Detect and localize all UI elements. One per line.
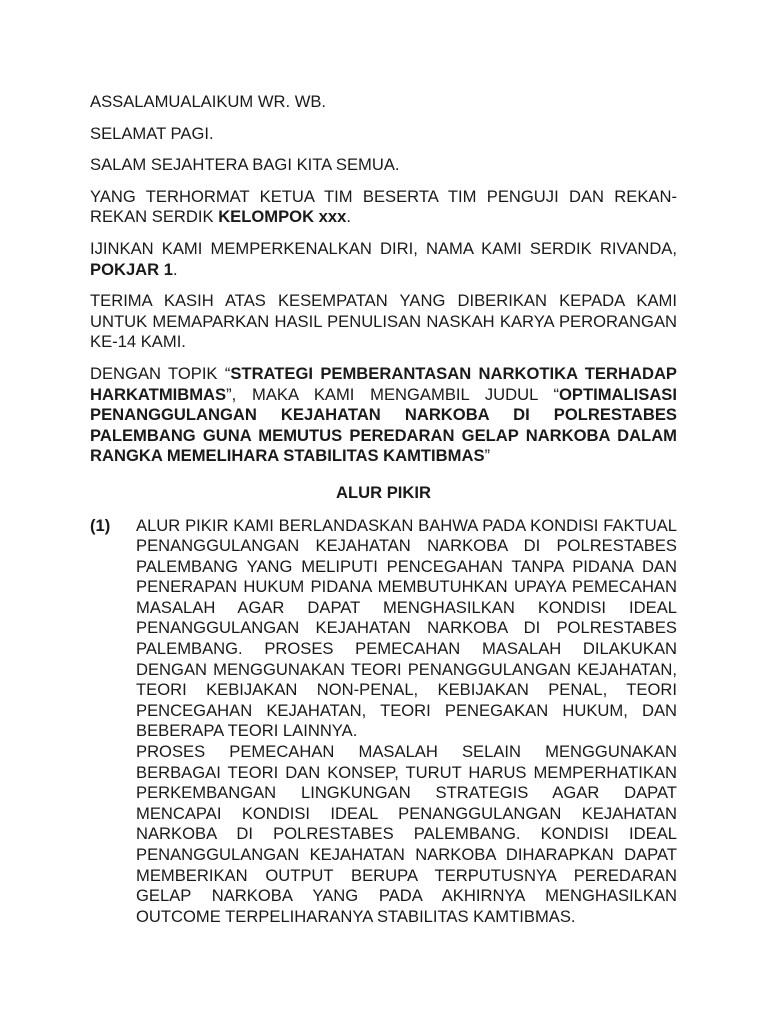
- greeting-assalamualaikum: ASSALAMUALAIKUM WR. WB.: [90, 92, 327, 111]
- thanks-paragraph: TERIMA KASIH ATAS KESEMPATAN YANG DIBERIKAN KEPADA KAMI UNTUK MEMAPARKAN HASIL PENULISAN NASKAH KARYA PERORANGAN KE-14 KAMI.: [90, 291, 677, 352]
- respect-paragraph: [90, 187, 677, 228]
- greeting-selamat-pagi: SELAMAT PAGI.: [90, 123, 214, 143]
- topic-suffix: ”: [484, 446, 491, 466]
- intro-paragraph: [90, 239, 677, 280]
- topic-middle: ”, MAKA KAMI MENGAMBIL JUDUL “: [226, 384, 559, 404]
- item-number: (1): [90, 515, 111, 535]
- document-body: [90, 92, 677, 927]
- topic-prefix: DENGAN TOPIK “: [90, 363, 231, 383]
- topic-paragraph: [90, 364, 677, 467]
- item-paragraph-2: PROSES PEMECAHAN MASALAH SELAIN MENGGUNAKAN BERBAGAI TEORI DAN KONSEP, TURUT HARUS MEMPERHATIKAN PERKEMBANGAN LINGKUNGAN STRATEGIS AGAR DAPAT MENCAPAI KONDISI IDEAL PENANGGULANGAN KEJAHATAN NARKOBA DI POLRESTABES PALEMBANG. KONDISI IDEAL PENANGGULANGAN KEJAHATAN NARKOBA DIHARAPKAN DAPAT MEMBERIKAN OUTPUT BERUPA TERPUTUSNYA PEREDARAN GELAP NARKOBA YANG PADA AKHIRNYA MENGHASILKAN OUTCOME TERPELIHARANYA STABILITAS KAMTIBMAS.: [136, 742, 677, 926]
- intro-text: IJINKAN KAMI MEMPERKENALKAN DIRI, NAMA KAMI SERDIK RIVANDA,: [90, 238, 677, 258]
- respect-text: YANG TERHORMAT KETUA TIM BESERTA TIM PENGUJI DAN REKAN-REKAN SERDIK: [90, 186, 677, 227]
- item-body: [136, 516, 677, 928]
- intro-end: .: [173, 259, 178, 279]
- item-paragraph-1: ALUR PIKIR KAMI BERLANDASKAN BAHWA PADA KONDISI FAKTUAL PENANGGULANGAN KEJAHATAN NARKOBA DI POLRESTABES PALEMBANG YANG MELIPUTI PENCEGAHAN TANPA PIDANA DAN PENERAPAN HUKUM PIDANA MEMBUTUHKAN UPAYA PEMECAHAN MASALAH AGAR DAPAT MENGHASILKAN KONDISI IDEAL PENANGGULANGAN KEJAHATAN NARKOBA DI POLRESTABES PALEMBANG. PROSES PEMECAHAN MASALAH DILAKUKAN DENGAN MENGGUNAKAN TEORI PENANGGULANGAN KEJAHATAN, TEORI KEBIJAKAN NON-PENAL, KEBIJAKAN PENAL, TEORI PENCEGAHAN KEJAHATAN, TEORI PENEGAKAN HUKUM, DAN BEBERAPA TEORI LAINNYA.: [136, 515, 677, 741]
- topic-title: STRATEGI PEMBERANTASAN NARKOTIKA TERHADAP HARKATMIBMAS: [90, 363, 677, 404]
- paper-title: OPTIMALISASI PENANGGULANGAN KEJAHATAN NARKOBA DI POLRESTABES PALEMBANG GUNA MEMUTUS PEREDARAN GELAP NARKOBA DALAM RANGKA MEMELIHARA STABILITAS KAMTIBMAS: [90, 384, 677, 466]
- numbered-item: [90, 516, 677, 928]
- pokjar-name: POKJAR 1: [90, 259, 173, 279]
- section-heading: ALUR PIKIR: [336, 482, 431, 502]
- greeting-salam-sejahtera: SALAM SEJAHTERA BAGI KITA SEMUA.: [90, 155, 400, 175]
- group-name: KELOMPOK xxx: [218, 207, 347, 227]
- respect-end: .: [346, 207, 351, 227]
